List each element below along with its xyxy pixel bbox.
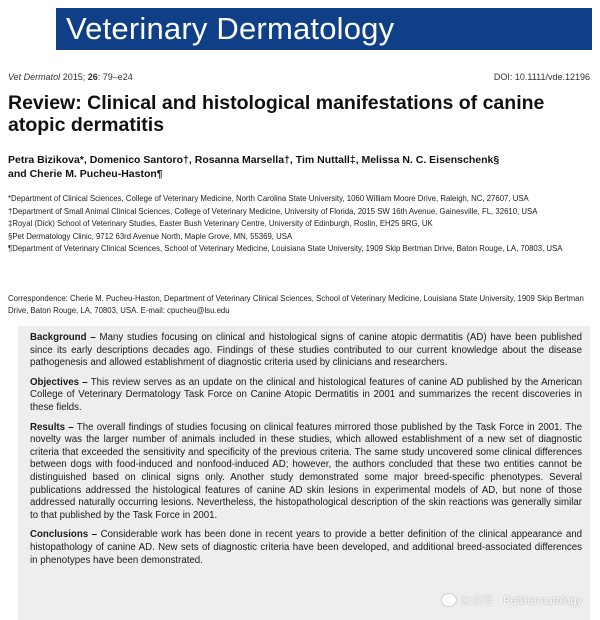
watermark — [442, 592, 582, 608]
citation-year: 2015; — [62, 72, 86, 82]
objectives-label: Objectives – — [30, 376, 88, 388]
citation-pages: : 79–e24 — [97, 72, 133, 82]
abstract-results — [30, 422, 582, 523]
author-conjunction: and — [8, 168, 27, 180]
journal-abbrev: Vet Dermatol — [8, 72, 61, 82]
results-label: Results – — [30, 421, 74, 433]
journal-name: Veterinary Dermatology — [66, 11, 395, 46]
conclusions-text: Considerable work has been done in recent years to provide a better definition of the clinical appearance and histopathology of canine AD. New sets of diagnostic criteria have been developed, and additional breed-associated differences in phenotypes have been demonstrated. — [30, 529, 582, 566]
abstract-box — [18, 326, 590, 620]
author: Tim Nuttall‡, — [295, 154, 359, 166]
abstract-background — [30, 332, 582, 370]
author-list — [8, 153, 593, 181]
affiliation: ¶Department of Veterinary Clinical Sciences, School of Veterinary Medicine, Louisiana State University, 1909 Skip Bertman Drive, Baton Rouge, LA, 70803, USA — [8, 244, 563, 253]
conclusions-label: Conclusions – — [30, 529, 98, 541]
objectives-text: This review serves as an update on the clinical and histological features of canine AD published by the American College of Veterinary Dermatology Task Force on Canine Atopic Dermatitis in 2001 and summarizes the recent discoveries in these fields. — [30, 376, 582, 413]
citation-volume: 26 — [87, 72, 98, 82]
wechat-icon — [442, 594, 456, 606]
background-label: Background – — [30, 332, 96, 343]
doi: DOI: 10.1111/vde.12196 — [493, 72, 590, 82]
abstract-conclusions — [30, 529, 582, 567]
journal-masthead — [56, 8, 592, 50]
author: Rosanna Marsella†, — [194, 154, 293, 166]
affiliation: *Department of Clinical Sciences, College of Veterinary Medicine, North Carolina State University, 1060 William Moore Drive, Raleigh, NC, 27607, USA — [8, 194, 529, 203]
affiliations — [8, 193, 592, 256]
affiliation: ‡Royal (Dick) School of Veterinary Studies, Easter Bush Veterinary Centre, University of Edinburgh, Roslin, EH25 9RG, UK — [8, 219, 433, 228]
abstract-objectives — [30, 377, 582, 415]
watermark-text: 公众号 · PetDermatology — [460, 595, 582, 607]
author: Domenico Santoro†, — [89, 154, 192, 166]
author: Melissa N. C. Eisenschenk§ — [361, 154, 500, 166]
background-text: Many studies focusing on clinical and histological signs of canine atopic dermatitis (AD) have been published since its early descriptions decades ago. Findings of these studies contributed to our current knowledge about the disease pathogenesis and allowed establishment of diagnostic criteria used by clinicians and researchers. — [30, 332, 582, 369]
affiliation: §Pet Dermatology Clinic, 9712 63rd Avenue North, Maple Grove, MN, 55369, USA — [8, 231, 293, 241]
citation-row — [8, 72, 590, 82]
affiliation: †Department of Small Animal Clinical Sciences, College of Veterinary Medicine, University of Florida, 2015 SW 16th Avenue, Gainesville, FL, 32610, USA — [8, 206, 538, 216]
correspondence: Correspondence: Cherie M. Pucheu-Haston, Department of Veterinary Clinical Sciences, School of Veterinary Medicine, Louisiana State University, 1909 Skip Bertman Drive, Baton Rouge, LA, 70803, USA. E-mail: cpucheu@lsu.edu — [8, 294, 584, 315]
author: Cherie M. Pucheu-Haston¶ — [29, 168, 163, 180]
results-text: The overall findings of studies focusing on clinical features mirrored those published by the Task Force in 2001. The novelty was the larger number of animals included in these studies, which allowed establishment of a new set of diagnostic criteria that exceeded the sensitivity and specificity of the previous criteria. The same study uncovered some clinical differences between dogs with food-induced and nonfood-induced AD; however, the authors concluded that these two entities cannot be distinguished based on clinical signs only. Another study demonstrated some major breed-specific phenotypes. Several publications addressed the histological features of canine AD skin lesions in experimental models of AD, but none of those addressed naturally occurring lesions. Nevertheless, the histopathological description of the skin reactions was generally similar to that published by the Task Force in 2001. — [30, 421, 582, 521]
citation — [8, 72, 133, 82]
article-title: Review: Clinical and histological manifestations of canine atopic dermatitis — [8, 92, 545, 136]
author: Petra Bizikova*, — [8, 154, 87, 166]
